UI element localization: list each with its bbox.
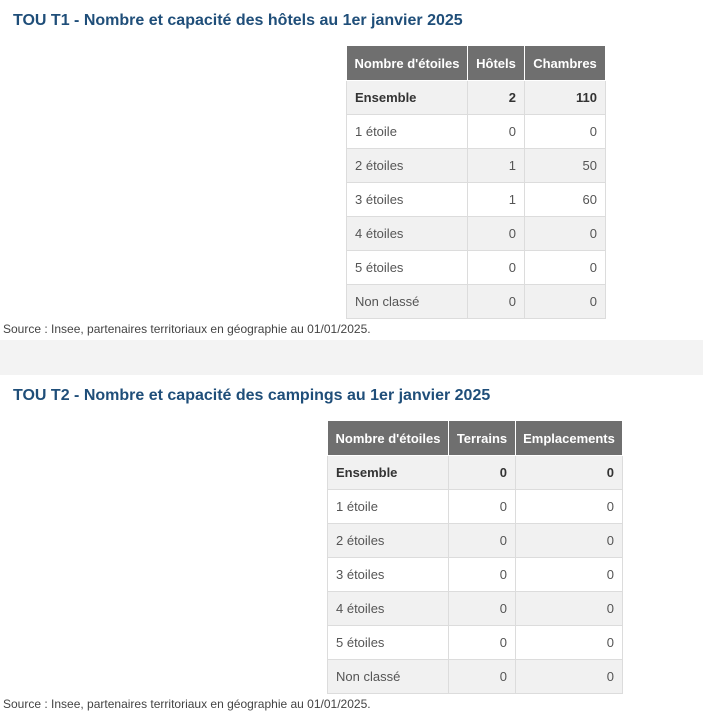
section-separator xyxy=(0,340,703,375)
table-row xyxy=(347,149,606,183)
pitches-value: 0 xyxy=(516,558,623,592)
hotels-table xyxy=(346,45,606,319)
column-header-sites: Terrains xyxy=(449,421,516,456)
row-label: Ensemble xyxy=(347,81,468,115)
table-row-total xyxy=(347,81,606,115)
pitches-value: 0 xyxy=(516,626,623,660)
sites-value: 0 xyxy=(449,490,516,524)
table-row xyxy=(347,251,606,285)
row-label: Non classé xyxy=(328,660,449,694)
hotels-value: 0 xyxy=(468,115,525,149)
row-label: 2 étoiles xyxy=(347,149,468,183)
rooms-value: 0 xyxy=(525,251,606,285)
row-label: 5 étoiles xyxy=(347,251,468,285)
sites-value: 0 xyxy=(449,592,516,626)
sites-value: 0 xyxy=(449,558,516,592)
hotels-value: 0 xyxy=(468,285,525,319)
hotels-table-title: TOU T1 - Nombre et capacité des hôtels au 1er janvier 2025 xyxy=(13,12,463,29)
table-header-row xyxy=(328,421,623,456)
table-row xyxy=(328,660,623,694)
table-row-total xyxy=(328,456,623,490)
column-header-stars: Nombre d'étoiles xyxy=(328,421,449,456)
sites-value: 0 xyxy=(449,456,516,490)
pitches-value: 0 xyxy=(516,490,623,524)
row-label: 3 étoiles xyxy=(328,558,449,592)
pitches-value: 0 xyxy=(516,592,623,626)
campings-table xyxy=(327,420,623,694)
rooms-value: 0 xyxy=(525,285,606,319)
sites-value: 0 xyxy=(449,626,516,660)
column-header-hotels: Hôtels xyxy=(468,46,525,81)
table-row xyxy=(328,490,623,524)
hotels-value: 1 xyxy=(468,183,525,217)
table-row xyxy=(347,285,606,319)
column-header-rooms: Chambres xyxy=(525,46,606,81)
row-label: 4 étoiles xyxy=(328,592,449,626)
column-header-pitches: Emplacements xyxy=(516,421,623,456)
source-note: Source : Insee, partenaires territoriaux en géographie au 01/01/2025. xyxy=(3,697,371,711)
source-note: Source : Insee, partenaires territoriaux en géographie au 01/01/2025. xyxy=(3,322,371,336)
rooms-value: 60 xyxy=(525,183,606,217)
table-row xyxy=(347,115,606,149)
row-label: 1 étoile xyxy=(328,490,449,524)
table-row xyxy=(328,592,623,626)
table-row xyxy=(347,183,606,217)
pitches-value: 0 xyxy=(516,456,623,490)
table-row xyxy=(328,558,623,592)
sites-value: 0 xyxy=(449,660,516,694)
hotels-value: 2 xyxy=(468,81,525,115)
table-row xyxy=(347,217,606,251)
hotels-value: 0 xyxy=(468,251,525,285)
rooms-value: 50 xyxy=(525,149,606,183)
rooms-value: 0 xyxy=(525,217,606,251)
table-row xyxy=(328,524,623,558)
hotels-section xyxy=(0,0,703,340)
table-header-row xyxy=(347,46,606,81)
row-label: 3 étoiles xyxy=(347,183,468,217)
row-label: Non classé xyxy=(347,285,468,319)
sites-value: 0 xyxy=(449,524,516,558)
hotels-value: 0 xyxy=(468,217,525,251)
row-label: 1 étoile xyxy=(347,115,468,149)
campings-section xyxy=(0,375,703,715)
row-label: 2 étoiles xyxy=(328,524,449,558)
hotels-value: 1 xyxy=(468,149,525,183)
rooms-value: 0 xyxy=(525,115,606,149)
row-label: Ensemble xyxy=(328,456,449,490)
table-row xyxy=(328,626,623,660)
campings-table-title: TOU T2 - Nombre et capacité des campings au 1er janvier 2025 xyxy=(13,387,491,404)
row-label: 4 étoiles xyxy=(347,217,468,251)
pitches-value: 0 xyxy=(516,524,623,558)
pitches-value: 0 xyxy=(516,660,623,694)
row-label: 5 étoiles xyxy=(328,626,449,660)
column-header-stars: Nombre d'étoiles xyxy=(347,46,468,81)
rooms-value: 110 xyxy=(525,81,606,115)
